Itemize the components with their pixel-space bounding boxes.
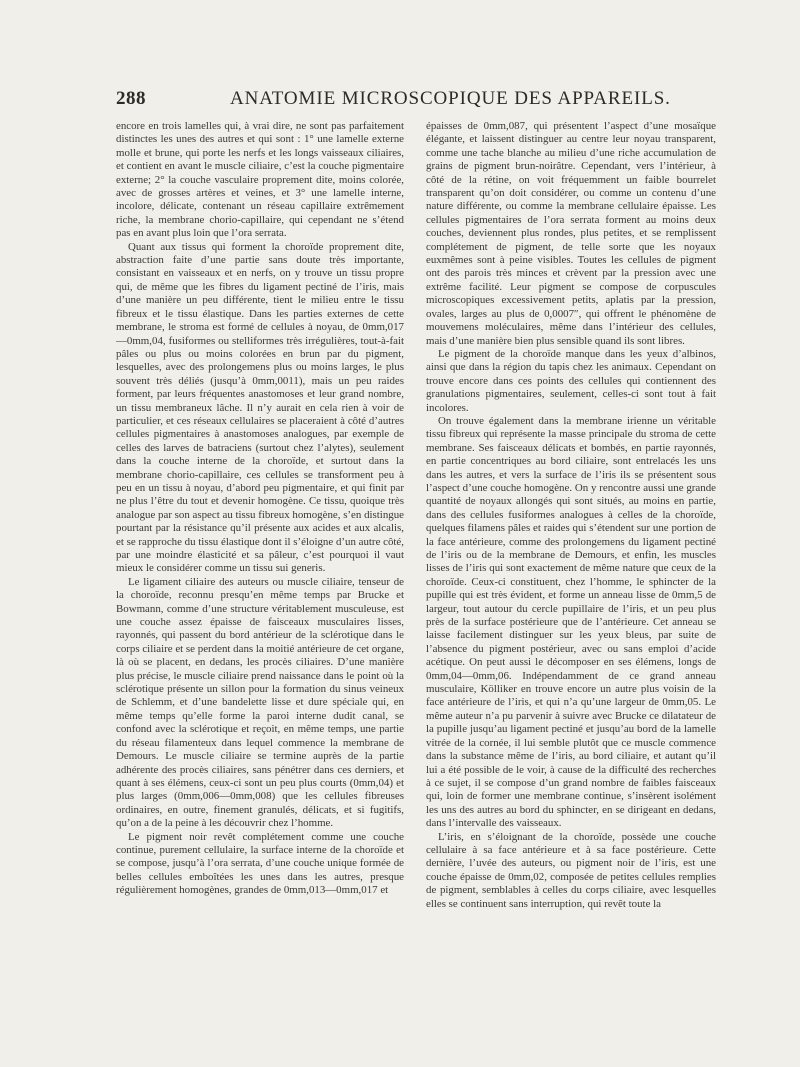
paragraph: Le pigment noir revêt complétement comme une couche continue, purement cellulaire, la surface interne de la choroïde et se compose, jusqu’à l’ora serrata, d’une couche unique formée de belles cellules emboîtées les unes dans les autres, presque régulièrement homogènes, grandes de 0mm,013—0mm,017 et (116, 830, 404, 897)
paragraph: Le ligament ciliaire des auteurs ou muscle ciliaire, tenseur de la choroïde, reconnu presqu’en même temps par Brucke et Bowmann, comme d’une structure véritablement musculeuse, est une couche assez épaisse de faisceaux musculaires lisses, rayonnés, qui passent du bord antérieur de la sclérotique dans le corps ciliaire et se perdent dans la moitié antérieure de cet organe, là où se placent, en dedans, les procès ciliaires. D’une manière plus précise, le muscle ciliaire prend naissance dans le point où la sclérotique présente un sillon pour la formation du sinus veineux de Schlemm, et d’une bandelette lisse et dure spéciale qui, en même temps qu’elle forme la paroi interne dudit canal, se confond avec la sclérotique et reçoit, en même temps, une partie du réseau filamenteux dans lequel commence la membrane de Demours. Le muscle ciliaire se termine auprès de la partie adhérente des procès ciliaires, sans pénétrer dans ces derniers, et quant à ses élémens, ceux-ci sont un peu plus courts (0mm,04) et plus larges (0mm,006—0mm,008) que les cellules fibreuses ordinaires, en outre, finement granulés, délicats, et si fugitifs, qu’on a de la peine à les découvrir chez l’homme. (116, 575, 404, 830)
paragraph: encore en trois lamelles qui, à vrai dire, ne sont pas parfaitement distinctes les unes des autres et qui sont : 1° une lamelle externe molle et brune, qui porte les nerfs et les longs vaisseaux ciliaires, et contient en avant le muscle ciliaire, c’est la couche pigmentaire externe; 2° la couche vasculaire proprement dite, moins colorée, avec de grosses artères et veines, et 3° une lamelle interne, incolore, délicate, contenant un réseau capillaire extrêmement riche, la membrane chorio-capillaire, qui cependant ne s’étend pas en avant plus loin que l’ora serrata. (116, 120, 404, 240)
paragraph: Le pigment de la choroïde manque dans les yeux d’albinos, ainsi que dans la région du tapis chez les animaux. Cependant on trouve encore dans ces points des cellules qui contiennent des granulations pigmentaires, seulement, celles-ci sont tout à fait incolores. (426, 347, 716, 414)
paragraph: épaisses de 0mm,087, qui présentent l’aspect d’une mosaïque élégante, et laissent distinguer au centre leur noyau transparent, comme une tache blanche au milieu d’une riche accumulation de grains de pigment brun-noirâtre. Cependant, vers l’intérieur, à côté de la rétine, on voit fréquemment un faible bourrelet transparent qu’on doit considérer, ou comme un contenu d’une nature différente, ou comme la membrane cellulaire épaisse. Les cellules pigmentaires de l’ora serrata forment au moins deux couches, deviennent plus rondes, plus petites, et se remplissent complétement de pigment, de telle sorte que les noyaux euxmêmes sont à peine visibles. Toutes les cellules de pigment ont des parois très minces et crèvent par la pression avec une extrême facilité. Leur pigment se compose de corpuscules microscopiques excessivement petits, aplatis par la pression, ovales, larges au plus de 0,0007″, qui offrent le phénomène de mouvemens moléculaires, même dans l’intérieur des cellules, mais d’une manière bien plus sensible quand ils sont libres. (426, 120, 716, 347)
paragraph: Quant aux tissus qui forment la choroïde proprement dite, abstraction faite d’une partie sans doute très importante, consistant en vaisseaux et en nerfs, on y trouve un tissu propre qui, de même que les fibres du ligament pectiné de l’iris, mais d’une manière un peu différente, tient le milieu entre le tissu fibreux et le tissu élastique. Dans les parties externes de cette membrane, le stroma est formé de cellules à noyau, de 0mm,017 —0mm,04, fusiformes ou stelliformes très irrégulières, tout-à-fait pâles ou plus ou moins colorées en brun par du pigment, lesquelles, avec des prolongemens plus ou moins larges, le plus souvent très déliés (jusqu’à 0mm,0011), mais un peu raides forment, par leurs fréquentes anastomoses et leur grand nombre, un tissu membraneux lâche. Il n’y aurait en cela rien à voir de particulier, et ces réseaux cellulaires se placeraient à côté d’autres cellules pigmentaires à anastomoses analogues, par exemple de celles des larves de batraciens (surtout chez l’alytes), seulement dans la couche interne de la choroïde, et surtout dans la membrane chorio-capillaire, ces cellules se transforment peu à peu en un tissu à noyau, d’abord peu pigmentaire, et qui finit par ne plus l’être du tout et devenir homogène. Ce tissu, quoique très analogue par son aspect au tissu fibreux homogène, s’en distingue pourtant par la résistance qu’il présente aux acides et aux alcalis, et se rapproche du tissu élastique dont il s’éloigne d’un autre côté, par une moindre élasticité et sa pâleur, c’est pourquoi il vaut mieux le considérer comme un tissu sui generis. (116, 240, 404, 575)
left-column (116, 120, 404, 920)
right-column (426, 120, 716, 920)
page-header (116, 88, 714, 118)
page-number: 288 (116, 88, 146, 109)
paragraph: L’iris, en s’éloignant de la choroïde, possède une couche cellulaire à sa face antérieure et à sa face postérieure. Cette dernière, l’uvée des auteurs, ou pigment noir de l’iris, est une couche épaisse de 0mm,02, composée de petites cellules remplies de pigment, semblables à celles du corps ciliaire, avec lesquelles elles se continuent sans interruption, qui revêt toute la (426, 830, 716, 910)
running-title: ANATOMIE MICROSCOPIQUE DES APPAREILS. (230, 88, 671, 109)
paragraph: On trouve également dans la membrane irienne un véritable tissu fibreux qui représente la masse principale du stroma de cette membrane. Ses faisceaux délicats et bombés, en partie rayonnés, en partie concentriques au bord ciliaire, sont entrelacés les uns dans les autres, et vers la surface de l’iris ils se présentent sous l’aspect d’une couche homogène. On y rencontre aussi une grande quantité de noyaux allongés qui sont situés, au moins en partie, dans des cellules fusiformes analogues à celles de la choroïde, quelques filamens pâles et raides qui s’étendent sur une portion de la face antérieure, comme des prolongemens du ligament pectiné de l’iris ou de la membrane de Demours, et enfin, les muscles lisses de l’iris qui sont exactement de même nature que ceux de la choroïde. Ceux-ci constituent, chez l’homme, le sphincter de la pupille qui est très évident, et forme un anneau lisse de 0mm,5 de largeur, tout autour du cercle pupillaire de l’iris, et un peu plus près de la surface postérieure que de l’antérieure. Cet anneau se laisse facilement distinguer sur les yeux bleus, par suite de l’absence du pigment postérieur, avec ou sans emploi d’acide acétique. On peut aussi le décomposer en ses élémens, longs de 0mm,04—0mm,06. Indépendamment de ce grand anneau musculaire, Kölliker en trouve encore un autre plus voisin de la face antérieure de l’iris, et qui n’a qu’une largeur de 0mm,05. Le même auteur n’a pu parvenir à suivre avec Brucke ce dilatateur de la pupille jusqu’au ligament pectiné et jusqu’au bord de la lamelle vitrée de la cornée, il lui semble plutôt que ce muscle commence dans la substance même de l’iris, au bord ciliaire, et autant qu’il lui a été possible de le voir, à cause de la difficulté des recherches à ce sujet, il se compose d’un grand nombre de faibles faisceaux qui, loin de former une membrane continue, s’insèrent isolément les uns des autres au bord du sphincter, en se dirigeant en dedans, dans l’intervalle des vaisseaux. (426, 414, 716, 830)
